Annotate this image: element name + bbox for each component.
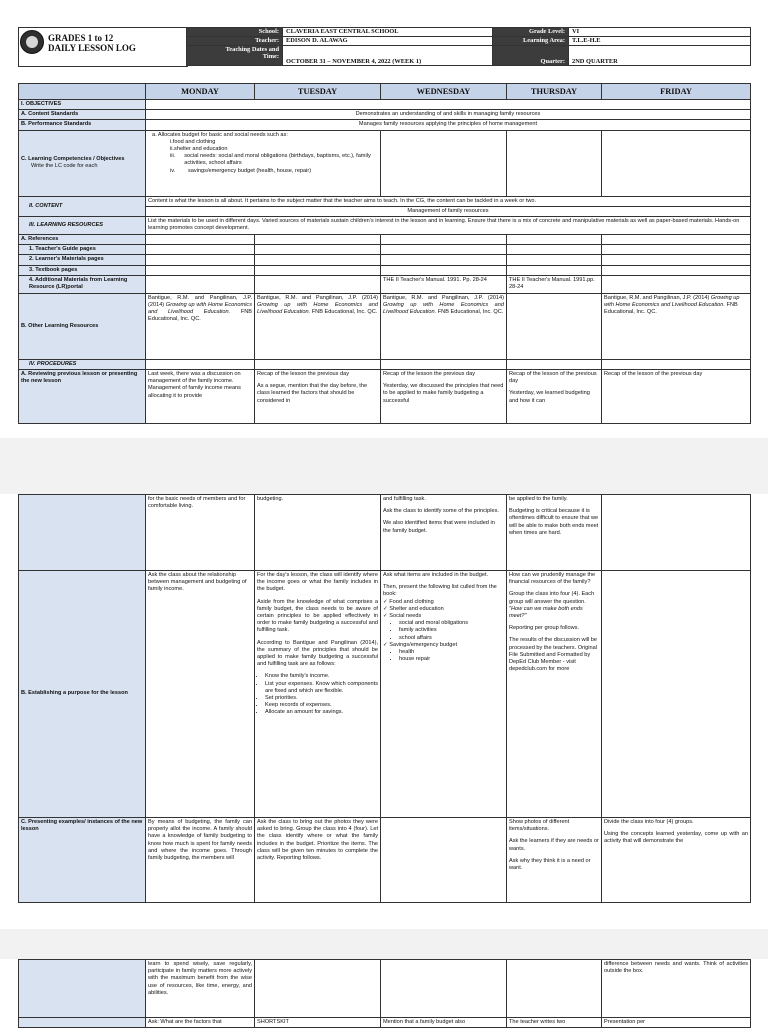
principle-item: • Set priorities. bbox=[265, 695, 378, 702]
proc-b-wed-2: Then, present the following list culled from the book: bbox=[383, 584, 497, 598]
lm-thu bbox=[507, 255, 602, 265]
dates-value: OCTOBER 31 – NOVEMBER 4, 2022 (WEEK 1) bbox=[283, 46, 493, 66]
comp-a: a. Allocates budget for basic and social needs such as: bbox=[152, 131, 288, 138]
lm-tue bbox=[255, 255, 381, 265]
days-header-row bbox=[19, 84, 751, 100]
days-corner bbox=[19, 84, 146, 100]
proc-b-thu bbox=[507, 571, 602, 818]
ref-empty-4 bbox=[507, 235, 602, 245]
other-resources-wed bbox=[381, 293, 507, 359]
content-standards-text: Demonstrates an understanding of and skills in managing family resources bbox=[146, 110, 751, 120]
proc-a-tue-1: Recap of the lesson the previous day bbox=[257, 371, 350, 378]
performance-standards-text: Manages family resources applying the principles of home management bbox=[146, 120, 751, 130]
grade-value: VI bbox=[569, 28, 751, 37]
competencies-label bbox=[19, 130, 146, 196]
proc-empty-4 bbox=[507, 359, 602, 369]
quarter-value: 2ND QUARTER bbox=[569, 46, 751, 66]
tg-wed bbox=[381, 245, 507, 255]
proc-b-mon: Ask the class about the relationship between management and budgeting of family income. bbox=[146, 571, 255, 818]
comp-iv-num: iv. bbox=[170, 167, 176, 174]
lm-fri bbox=[602, 255, 751, 265]
ref-empty-3 bbox=[381, 235, 507, 245]
page-2 bbox=[0, 494, 768, 929]
proc-c-thu bbox=[507, 818, 602, 903]
principle-item: • Know the family's income. bbox=[265, 673, 378, 680]
ref-book-title: Growing up with Home Economics and Livelihood Education. bbox=[604, 294, 740, 309]
references-label: A. References bbox=[19, 235, 146, 245]
sub-item: • social and moral obligations bbox=[399, 620, 504, 627]
other-resources-label: B. Other Learning Resources bbox=[19, 293, 146, 359]
ref-publisher: FNB Educational, Inc. QC. bbox=[148, 309, 252, 323]
proc-a-tue-2: As a segue, mention that the day before, the class learned the factors that should be considered in bbox=[257, 383, 368, 404]
p3-next-wed: Mention that a family budget also bbox=[381, 1018, 507, 1028]
sub-item: • health bbox=[399, 649, 504, 656]
dates-label-line1: Teaching Dates and bbox=[225, 46, 279, 53]
budget-item-label: Food and clothing bbox=[389, 598, 434, 605]
proc-c-fri-2: Using the concepts learned yesterday, come up with an activity that will demonstrate the bbox=[604, 831, 748, 845]
tb-fri bbox=[602, 265, 751, 275]
am-fri bbox=[602, 275, 751, 293]
tb-mon bbox=[146, 265, 255, 275]
p3-next-tue: SHORTSKIT bbox=[255, 1018, 381, 1028]
cont-thu bbox=[507, 495, 602, 571]
page-3 bbox=[0, 959, 768, 1024]
competencies-subtitle: Write the LC code for each bbox=[31, 163, 98, 170]
am-mon bbox=[146, 275, 255, 293]
cont-thu-2: Budgeting is critical because it is oftentimes difficult to ensure that we will be able to make both ends meet when times are hard. bbox=[509, 508, 599, 536]
dll-title-line1: GRADES 1 to 12 bbox=[48, 33, 114, 43]
cont-mon: for the basic needs of members and for comfortable living. bbox=[146, 495, 255, 571]
proc-b-thu-1: How can we prudently manage the financial resources of the family? bbox=[509, 572, 596, 586]
ref-book-title: Growing up with Home Economics and Livelihood Education. bbox=[383, 302, 504, 316]
proc-c-thu-3: Ask why they think it is a need or want. bbox=[509, 857, 591, 872]
other-resources-mon bbox=[146, 293, 255, 359]
content-note: Content is what the lesson is all about. It pertains to the subject matter that the teacher aims to teach. In the CG, the content can be tackled in a week or two. bbox=[146, 196, 751, 206]
tg-fri bbox=[602, 245, 751, 255]
proc-a-wed-1: Recap of the lesson the previous day bbox=[383, 371, 476, 378]
procedures-heading: IV. PROCEDURES bbox=[19, 359, 146, 369]
cont-wed-1: and fulfilling task. bbox=[383, 496, 426, 502]
ref-publisher: FNB Educational, Inc. QC. bbox=[311, 309, 378, 316]
deped-seal-icon bbox=[20, 30, 44, 54]
proc-empty-3 bbox=[381, 359, 507, 369]
proc-c-thu-1: Show photos of different items/situations. bbox=[509, 819, 570, 833]
proc-a-label: A. Reviewing previous lesson or presenting the new lesson bbox=[19, 370, 146, 424]
header-info-table bbox=[186, 27, 751, 66]
comp-iii-row bbox=[148, 153, 378, 167]
proc-c-wed bbox=[381, 818, 507, 903]
ref-book-title: Growing up with Home Economics and Livelihood Education. bbox=[257, 302, 378, 316]
cont-thu-1: be applied to the family. bbox=[509, 496, 568, 502]
p3-next-thu: The teacher writes two bbox=[507, 1018, 602, 1028]
content-standards-label: A. Content Standards bbox=[19, 110, 146, 120]
tb-wed bbox=[381, 265, 507, 275]
proc-c-label: C. Presenting examples/ instances of the new lesson bbox=[19, 818, 146, 903]
proc-a-mon-1: Last week, there was a discussion on management of the family income. bbox=[148, 371, 241, 385]
p3-thu bbox=[507, 960, 602, 1018]
learners-materials-label: 2. Learner's Materials pages bbox=[19, 255, 146, 265]
check-icon: ✓ bbox=[383, 598, 390, 605]
ref-author: Bantigue, R.M. and Pangilinan, J.P. (2014) bbox=[604, 294, 710, 301]
learning-resources-note: List the materials to be used in different days. Varied sources of materials sustain children's interest in the lesson and in learning. Ensure that there is a mix of concrete and manipulative materials as well as paper-based materials. Hands-on learning promotes concept development. bbox=[146, 217, 751, 235]
proc-b-tue bbox=[255, 571, 381, 818]
objectives-empty bbox=[146, 100, 751, 110]
lesson-table-page3 bbox=[18, 959, 751, 1028]
ref-book-title: Growing up with Home Economics and Livelihood Education. bbox=[148, 302, 252, 316]
p3-mon: learn to spend wisely, save regularly, participate in family matters more actively with the maximum benefit from the wise use of resources, like time, energy, and abilities. bbox=[146, 960, 255, 1018]
page-gap-1 bbox=[0, 438, 768, 494]
proc-b-thu-2 bbox=[509, 591, 599, 620]
lesson-table-page2 bbox=[18, 494, 751, 903]
proc-c-mon: By means of budgeting, the family can properly allot the income. A family should have a knowledge of family budgeting to know how much is spent for family needs and where the income goes. Through family budgeting, the members will bbox=[146, 818, 255, 903]
proc-a-thu bbox=[507, 370, 602, 424]
lm-mon bbox=[146, 255, 255, 265]
teacher-value: EDISON D. ALAWAG bbox=[283, 37, 493, 46]
ref-author: Bantigue, R.M. and Pangilinan, J.P. (2014) bbox=[148, 294, 252, 309]
competencies-title: C. Learning Competencies / Objectives bbox=[21, 155, 125, 162]
learning-resources-label: III. LEARNING RESOURCES bbox=[19, 217, 146, 235]
cont-wed bbox=[381, 495, 507, 571]
area-value: T.L.E-H.E bbox=[569, 37, 751, 46]
ref-author: Bantigue, R.M. and Pangilinan, J.P. (2014) bbox=[257, 294, 378, 301]
lesson-table-page1 bbox=[18, 83, 751, 424]
proc-a-thu-1: Recap of the lesson of the previous day bbox=[509, 371, 597, 385]
dates-label-line2: Time: bbox=[262, 53, 279, 60]
cont-tue: budgeting. bbox=[255, 495, 381, 571]
other-resources-thu bbox=[507, 293, 602, 359]
budget-item-label: Savings/emergency budget bbox=[389, 641, 458, 648]
lm-wed bbox=[381, 255, 507, 265]
proc-b-tue-1: For the day's lesson, the class will identify where the income goes or what the family includes in the budget. bbox=[257, 572, 378, 593]
cont-fri bbox=[602, 495, 751, 571]
page-1 bbox=[0, 0, 768, 438]
sub-item: • family activities bbox=[399, 627, 504, 634]
comp-iii-num: iii. bbox=[170, 153, 176, 160]
budget-item-label: Shelter and education bbox=[389, 605, 444, 612]
cont-label bbox=[19, 495, 146, 571]
day-friday: FRIDAY bbox=[602, 84, 751, 100]
cont-wed-2: Ask the class to identify some of the principles. bbox=[383, 508, 499, 515]
proc-c-tue: Ask the class to bring out the photos they were asked to bring. Group the class into 4 (four). Let the class identify where or what the family includes in the budget. Prioritize the items. The class will be given ten minutes to complete the activity. Reporting follows. bbox=[255, 818, 381, 903]
tg-tue bbox=[255, 245, 381, 255]
p3-wed bbox=[381, 960, 507, 1018]
proc-a-wed-2: Yesterday, we discussed the principles that need to be applied to make family budgeting a successful bbox=[383, 383, 504, 404]
ref-empty-2 bbox=[255, 235, 381, 245]
proc-b-fri bbox=[602, 571, 751, 818]
other-resources-tue bbox=[255, 293, 381, 359]
check-icon: ✓ bbox=[383, 641, 390, 648]
ref-empty-5 bbox=[602, 235, 751, 245]
p3-next-mon: Ask: What are the factors that bbox=[146, 1018, 255, 1028]
budget-item-label: Social needs bbox=[389, 613, 422, 620]
competencies-fri bbox=[602, 130, 751, 196]
dll-title-line2: DAILY LESSON LOG bbox=[48, 43, 136, 53]
proc-c-thu-2: Ask the learners if they are needs or wants. bbox=[509, 838, 599, 852]
other-resources-fri bbox=[602, 293, 751, 359]
proc-a-mon-2: Management of family income means allocating it to provide bbox=[148, 385, 241, 399]
budget-item bbox=[383, 599, 504, 606]
content-label: II. CONTENT bbox=[19, 196, 146, 216]
proc-a-tue bbox=[255, 370, 381, 424]
proc-empty-1 bbox=[146, 359, 255, 369]
budget-item bbox=[383, 642, 504, 649]
proc-b-thu-2b: "How can we make both ends meet?" bbox=[509, 605, 583, 620]
day-wednesday: WEDNESDAY bbox=[381, 84, 507, 100]
budget-items bbox=[383, 599, 504, 664]
additional-materials-label: 4. Additional Materials from Learning Resource (LR)portal bbox=[19, 275, 146, 293]
principles-list bbox=[257, 673, 378, 716]
content-text: Management of family resources bbox=[146, 206, 751, 216]
am-wed: THE II Teacher's Manual. 1991. Pp. 28-24 bbox=[381, 275, 507, 293]
am-thu: THE II Teacher's Manual. 1991.pp. 28-24 bbox=[507, 275, 602, 293]
area-label: Learning Area: bbox=[493, 37, 569, 46]
p3-fri: difference between needs and wants. Think of activities outside the box. bbox=[602, 960, 751, 1018]
competencies-wed bbox=[381, 130, 507, 196]
sub-item: • house repair bbox=[399, 656, 504, 663]
page-gap-2 bbox=[0, 929, 768, 959]
comp-ii: ii.shelter and education bbox=[170, 146, 228, 153]
quarter-label: Quarter: bbox=[493, 46, 569, 66]
proc-a-fri bbox=[602, 370, 751, 424]
comp-i: i.food and clothing bbox=[170, 138, 216, 145]
textbook-label: 3. Textbook pages bbox=[19, 265, 146, 275]
proc-b-thu-4: The results of the discussion will be processed by the teachers. Original File Submitted and Formatted by DepEd Club Member - visit depedclub.com for more bbox=[509, 637, 597, 673]
budget-item bbox=[383, 606, 504, 613]
comp-iv: savings/emergency budget (health, house, repair) bbox=[188, 167, 312, 174]
p3-next-label bbox=[19, 1018, 146, 1028]
check-icon: ✓ bbox=[383, 613, 390, 620]
social-needs-list bbox=[383, 620, 504, 642]
savings-list bbox=[383, 649, 504, 663]
ref-publisher: FNB Educational, Inc. QC. bbox=[437, 309, 504, 316]
proc-a-fri-1: Recap of the lesson of the previous day bbox=[604, 371, 703, 378]
comp-iv-row bbox=[148, 168, 378, 175]
proc-a-wed bbox=[381, 370, 507, 424]
p3-label bbox=[19, 960, 146, 1018]
ref-empty-1 bbox=[146, 235, 255, 245]
competencies-thu bbox=[507, 130, 602, 196]
principle-item: • List your expenses. Know which components are fixed and which are flexible. bbox=[265, 681, 378, 695]
principle-item: • Keep records of expenses. bbox=[265, 702, 378, 709]
proc-empty-2 bbox=[255, 359, 381, 369]
proc-b-thu-3: Reporting per group follows. bbox=[509, 625, 579, 632]
proc-a-thu-2: Yesterday, we learned budgeting and how it can bbox=[509, 390, 590, 404]
proc-b-thu-2a: Group the class into four (4). Each group will answer the question. bbox=[509, 591, 595, 605]
school-value: CLAVERIA EAST CENTRAL SCHOOL bbox=[283, 28, 493, 37]
proc-b-tue-2: Aside from the knowledge of what comprises a family budget, the class needs to be aware of certain principles to be applied effectively in order to make family budgeting a successful and fulfilling task. bbox=[257, 598, 378, 634]
proc-b-label: B. Establishing a purpose for the lesson bbox=[19, 571, 146, 818]
proc-c-fri bbox=[602, 818, 751, 903]
check-icon: ✓ bbox=[383, 605, 390, 612]
competencies-text bbox=[146, 130, 381, 196]
tb-tue bbox=[255, 265, 381, 275]
comp-iii: social needs: social and moral obligations (birthdays, baptisms, etc.), family activities, school affairs bbox=[184, 153, 371, 167]
proc-c-fri-1: Divide the class into four (4) groups. bbox=[604, 819, 694, 825]
ref-author: Bantigue, R.M. and Pangilinan, J.P. (2014) bbox=[383, 294, 504, 301]
proc-empty-5 bbox=[602, 359, 751, 369]
day-tuesday: TUESDAY bbox=[255, 84, 381, 100]
budget-item bbox=[383, 613, 504, 620]
p3-tue bbox=[255, 960, 381, 1018]
cont-wed-3: We also identified items that were included in the family budget. bbox=[383, 520, 495, 534]
proc-b-tue-3: According to Bantigue and Pangilinan (2014), the summary of the principles that should be applied to make family budgeting a successful and fulfilling task are as follows: bbox=[257, 639, 378, 668]
proc-b-wed-1: Ask what items are included in the budget. bbox=[383, 572, 489, 578]
tg-thu bbox=[507, 245, 602, 255]
day-thursday: THURSDAY bbox=[507, 84, 602, 100]
p3-next-fri: Presentation per bbox=[602, 1018, 751, 1028]
performance-standards-label: B. Performance Standards bbox=[19, 120, 146, 130]
teachers-guide-label: 1. Teacher's Guide pages bbox=[19, 245, 146, 255]
proc-a-mon bbox=[146, 370, 255, 424]
dates-label bbox=[187, 46, 283, 66]
tg-mon bbox=[146, 245, 255, 255]
day-monday: MONDAY bbox=[146, 84, 255, 100]
school-label: School: bbox=[187, 28, 283, 37]
tb-thu bbox=[507, 265, 602, 275]
ref-publisher: FNB Educational, Inc. QC. bbox=[604, 302, 738, 316]
teacher-label: Teacher: bbox=[187, 37, 283, 46]
am-tue bbox=[255, 275, 381, 293]
grade-label: Grade Level: bbox=[493, 28, 569, 37]
principle-item: • Allocate an amount for savings. bbox=[265, 709, 378, 716]
objectives-heading: I. OBJECTIVES bbox=[19, 100, 146, 110]
sub-item: • school affairs bbox=[399, 635, 504, 642]
proc-b-wed bbox=[381, 571, 507, 818]
